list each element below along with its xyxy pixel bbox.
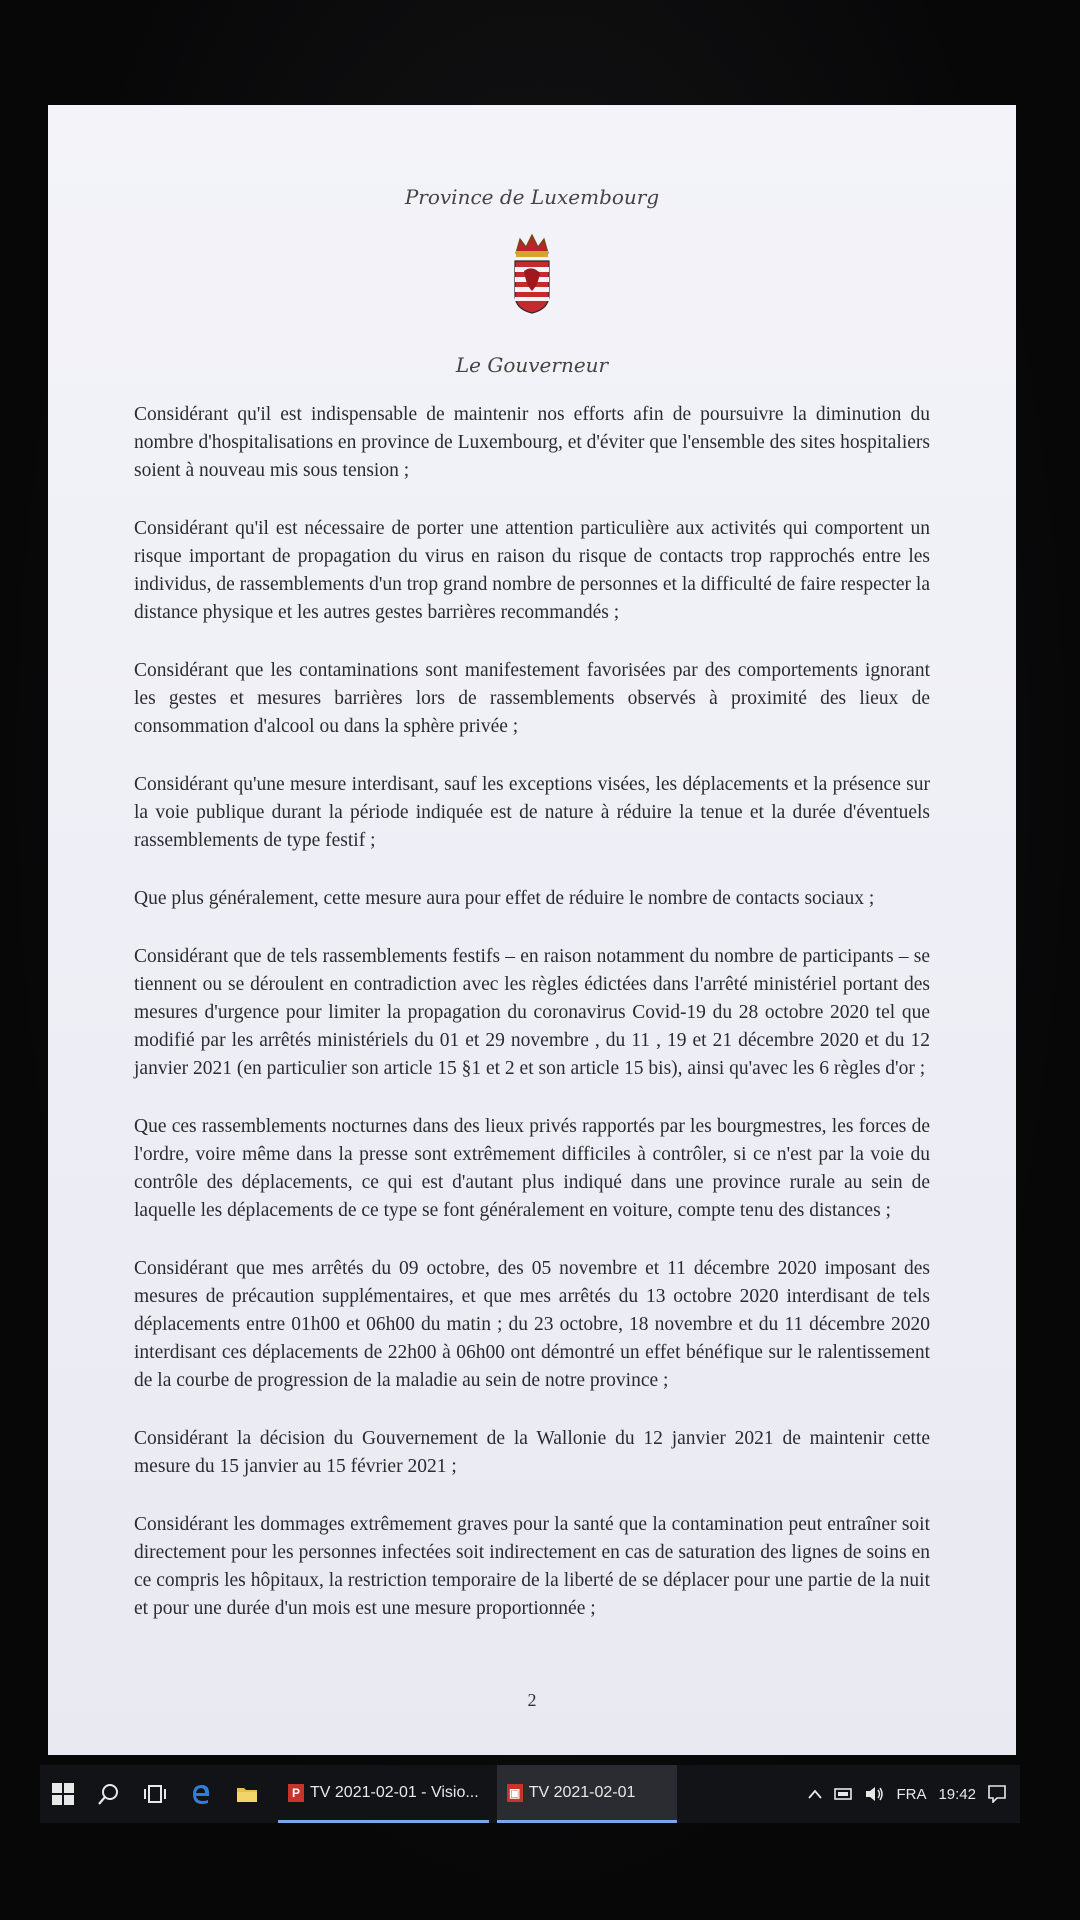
volume-icon[interactable] (864, 1786, 884, 1802)
province-title: Province de Luxembourg (404, 185, 660, 209)
taskbar-app-label: TV 2021-02-01 - Visio... (310, 1783, 479, 1801)
governor-title: Le Gouverneur (455, 353, 609, 377)
system-tray (808, 1785, 1020, 1803)
paragraph: Considérant qu'il est nécessaire de porter une attention particulière aux activités qui comportent un risque important de propagation du virus en raison du risque de contacts trop rapprochés entre les individus, de rassemblements d'un trop grand nombre de personnes et la difficulté de faire respecter la distance physique et les autres gestes barrières recommandés ; (134, 518, 930, 623)
paragraph: Considérant qu'une mesure interdisant, sauf les exceptions visées, les déplacements et la présence sur la voie publique durant la période indiquée est de nature à réduire la tenue et la durée d'éventuels rassemblements de type festif ; (134, 774, 930, 851)
clock[interactable]: 19:42 (938, 1785, 976, 1803)
task-view-icon (144, 1783, 166, 1805)
paragraph: Que plus généralement, cette mesure aura pour effet de réduire le nombre de contacts sociaux ; (134, 888, 875, 909)
network-icon[interactable] (834, 1787, 852, 1801)
task-view-button[interactable] (132, 1765, 178, 1823)
page-number: 2 (527, 1690, 537, 1710)
folder-icon (236, 1784, 258, 1804)
coat-of-arms-icon (510, 231, 554, 315)
edge-browser-button[interactable] (178, 1765, 224, 1823)
paragraph: Que ces rassemblements nocturnes dans des lieux privés rapportés par les bourgmestres, les forces de l'ordre, voire même dans la presse sont extrêmement difficiles à contrôler, si ce n'est par la voie du contrôle des déplacements, ce qui est d'autant plus indiqué dans une province rurale au sein de laquelle les déplacements de ce type se font généralement en voiture, compte tenu des distances ; (134, 1116, 930, 1221)
document-body (134, 401, 930, 1623)
paragraph: Considérant que mes arrêtés du 09 octobre, des 05 novembre et 11 décembre 2020 imposant des mesures de précaution supplémentaires, et que mes arrêtés du 13 octobre 2020 interdisant de tels déplacements entre 01h00 et 06h00 du matin ; du 23 octobre, 18 novembre et du 11 décembre 2020 interdisant ces déplacements de 22h00 à 06h00 ont démontré un effet bénéfique sur le ralentissement de la courbe de progression de la maladie au sein de notre province ; (134, 1258, 930, 1391)
taskbar-app-label: TV 2021-02-01 (528, 1783, 636, 1801)
slideshow-icon: ▣ (507, 1784, 523, 1802)
paragraph: Considérant que les contaminations sont manifestement favorisées par des comportements ignorant les gestes et mesures barrières lors de rassemblements observés à proximité des lieux de consommation d'alcool ou dans la sphère privée ; (134, 660, 930, 737)
taskbar-app-slideshow[interactable] (497, 1765, 677, 1823)
powerpoint-icon: P (288, 1784, 304, 1802)
edge-icon (190, 1783, 212, 1805)
chevron-up-icon[interactable] (808, 1789, 822, 1799)
notification-center-button[interactable] (988, 1785, 1006, 1803)
document-page (48, 105, 1016, 1755)
page-header (134, 185, 930, 377)
notification-icon (988, 1785, 1006, 1803)
file-explorer-button[interactable] (224, 1765, 270, 1823)
language-indicator[interactable]: FRA (896, 1785, 927, 1803)
start-button[interactable] (40, 1765, 86, 1823)
paragraph: Considérant la décision du Gouvernement de la Wallonie du 12 janvier 2021 de maintenir cette mesure du 15 janvier au 15 février 2021 ; (134, 1428, 930, 1477)
paragraph: Considérant les dommages extrêmement graves pour la santé que la contamination peut entraîner soit directement pour les personnes infectées soit indirectement en cas de saturation des lignes de soins en ce compris les hôpitaux, la restriction temporaire de la liberté de se déplacer pour une partie de la nuit et pour une durée d'un mois est une mesure proportionnée ; (134, 1514, 930, 1619)
paragraph: Considérant qu'il est indispensable de maintenir nos efforts afin de poursuivre la diminution du nombre d'hospitalisations en province de Luxembourg, et d'éviter que l'ensemble des sites hospitaliers soient à nouveau mis sous tension ; (134, 404, 930, 481)
paragraph: Considérant que de tels rassemblements festifs – en raison notamment du nombre de participants – se tiennent ou se déroulent en contradiction avec les règles édictées dans l'arrêté ministériel portant des mesures d'urgence pour limiter la propagation du coronavirus Covid-19 du 28 octobre 2020 tel que modifié par les arrêtés ministériels du 01 et 29 novembre , du 11 , 19 et 21 décembre 2020 et du 12 janvier 2021 (en particulier son article 15 §1 et 2 et son article 15 bis), ainsi qu'avec les 6 règles d'or ; (134, 946, 930, 1079)
search-icon (98, 1783, 120, 1805)
search-button[interactable] (86, 1765, 132, 1823)
taskbar (40, 1765, 1020, 1823)
taskbar-app-powerpoint[interactable] (278, 1765, 489, 1823)
windows-logo-icon (52, 1783, 74, 1805)
